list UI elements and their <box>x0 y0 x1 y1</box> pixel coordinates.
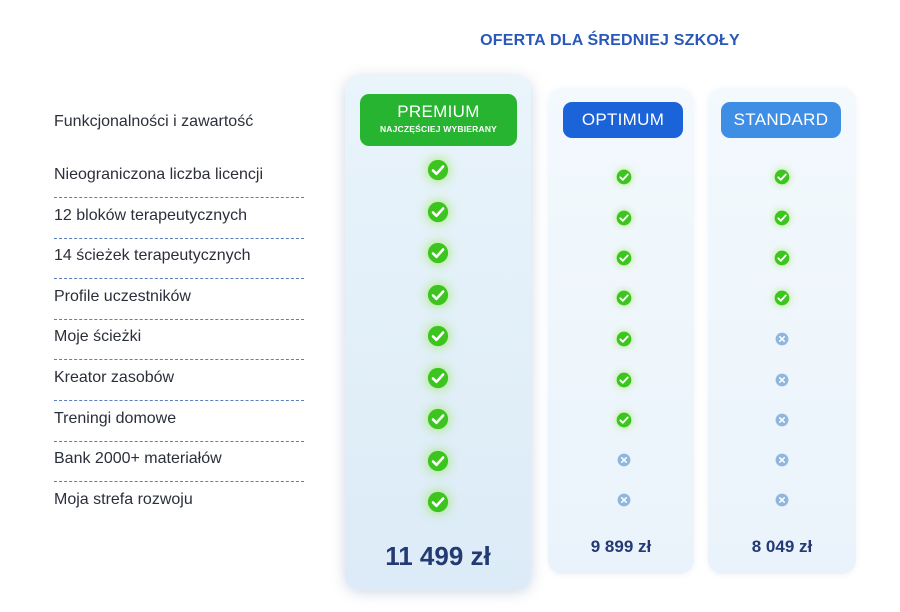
plan-optimum-column <box>548 88 694 574</box>
check-circle-icon <box>609 283 639 313</box>
feature-label: Bank 2000+ materiałów <box>54 450 222 468</box>
page-title: OFERTA DLA ŚREDNIEJ SZKOŁY <box>480 32 740 49</box>
plan-standard-column <box>708 88 856 574</box>
feature-row <box>54 239 304 279</box>
feature-label: 12 bloków terapeutycznych <box>54 206 247 224</box>
plan-premium-column <box>345 76 531 590</box>
x-circle-icon <box>767 405 797 435</box>
check-circle-icon <box>423 487 453 517</box>
check-circle-icon <box>609 324 639 354</box>
features-header: Funkcjonalności i zawartość <box>54 113 254 130</box>
check-circle-icon <box>767 203 797 233</box>
check-circle-icon <box>609 203 639 233</box>
check-circle-icon <box>767 243 797 273</box>
feature-row <box>54 158 304 198</box>
check-circle-icon <box>423 446 453 476</box>
x-circle-icon <box>609 445 639 475</box>
standard-plan-button[interactable]: STANDARD <box>721 102 841 138</box>
feature-row <box>54 402 304 442</box>
check-circle-icon <box>609 365 639 395</box>
feature-row <box>54 199 304 239</box>
feature-row <box>54 442 304 482</box>
check-circle-icon <box>423 404 453 434</box>
optimum-price: 9 899 zł <box>590 537 652 556</box>
feature-label: Kreator zasobów <box>54 369 175 386</box>
standard-price: 8 049 zł <box>751 537 813 556</box>
check-circle-icon <box>767 283 797 313</box>
feature-row <box>54 483 304 523</box>
check-circle-icon <box>423 280 453 310</box>
feature-label: 14 ścieżek terapeutycznych <box>54 247 251 265</box>
premium-price: 11 499 zł <box>385 541 491 571</box>
premium-plan-name: PREMIUM <box>397 102 480 121</box>
feature-row <box>54 361 304 401</box>
x-circle-icon <box>767 324 797 354</box>
check-circle-icon <box>423 321 453 351</box>
check-circle-icon <box>609 405 639 435</box>
feature-row <box>54 280 304 320</box>
x-circle-icon <box>609 485 639 515</box>
check-circle-icon <box>423 363 453 393</box>
x-circle-icon <box>767 365 797 395</box>
feature-label: Moja strefa rozwoju <box>54 490 193 508</box>
feature-label: Profile uczestników <box>54 287 191 305</box>
check-circle-icon <box>423 238 453 268</box>
check-circle-icon <box>609 243 639 273</box>
check-circle-icon <box>423 197 453 227</box>
x-circle-icon <box>767 485 797 515</box>
check-circle-icon <box>423 155 453 185</box>
check-circle-icon <box>609 162 639 192</box>
x-circle-icon <box>767 445 797 475</box>
optimum-plan-button[interactable]: OPTIMUM <box>563 102 683 138</box>
feature-label: Treningi domowe <box>54 409 177 427</box>
feature-row <box>54 320 304 360</box>
premium-plan-button[interactable] <box>360 94 517 146</box>
check-circle-icon <box>767 162 797 192</box>
most-chosen-tag: NAJCZĘŚCIEJ WYBIERANY <box>379 124 498 134</box>
feature-label: Nieograniczona liczba licencji <box>54 166 263 183</box>
feature-label: Moje ścieżki <box>54 328 142 346</box>
